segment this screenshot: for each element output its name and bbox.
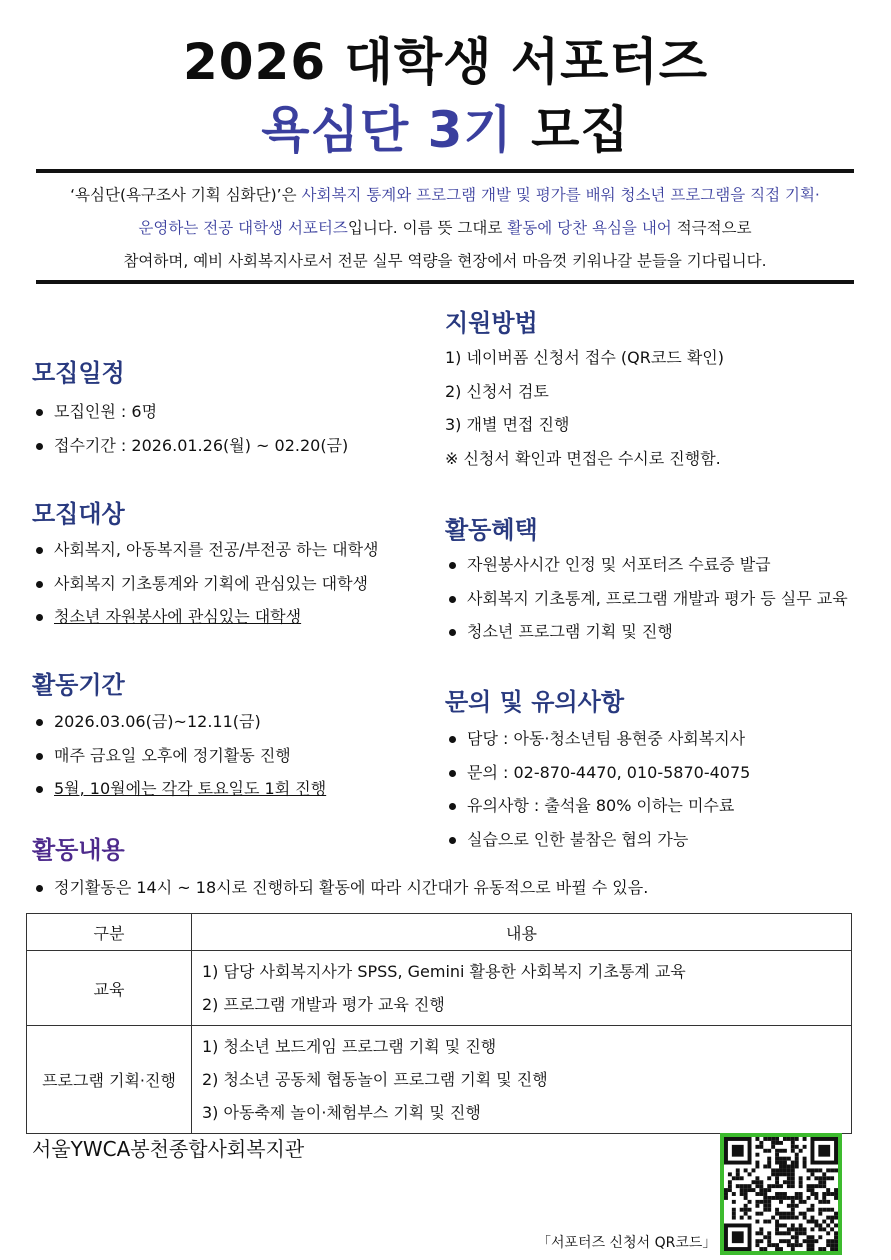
benefits-list [445,553,848,654]
intro-text [36,179,854,278]
section-title-period: 활동기간 [32,671,125,699]
intro-line-3: 참여하며, 예비 사회복지사로서 전문 실무 역량을 현장에서 마음껏 키워나갈 분들을 기다립니다. [123,252,767,270]
qr-code[interactable] [720,1133,842,1255]
page-subtitle [0,90,891,162]
table-cell-content: 1) 청소년 보드게임 프로그램 기획 및 진행 2) 청소년 공동체 협동놀이 프로그램 기획 및 진행 3) 아동축제 놀이·체험부스 기획 및 진행 [192,1026,852,1134]
list-item: 실습으로 인한 불참은 협의 가능 [445,828,750,862]
list-item: 정기활동은 14시 ~ 18시로 진행하되 활동에 따라 시간대가 유동적으로 바뀔 수 있음. [32,876,648,910]
contact-list [445,727,750,861]
intro-line-1: ‘욕심단(욕구조사 기획 심화단)’은 사회복지 통계와 프로그램 개발 및 평가를 배워 청소년 프로그램을 직접 기획· [70,186,820,204]
subtitle-rest: 모집 [512,101,630,159]
table-cell-category: 교육 [27,951,192,1026]
list-item: ※ 신청서 확인과 면접은 수시로 진행함. [445,448,721,468]
list-item: 청소년 프로그램 기획 및 진행 [445,620,848,654]
list-item: 담당 : 아동·청소년팀 용현중 사회복지사 [445,727,750,761]
table-header-category: 구분 [27,914,192,951]
list-item: 사회복지 기초통계와 기획에 관심있는 대학생 [32,572,379,606]
list-item: 매주 금요일 오후에 정기활동 진행 [32,744,326,778]
list-item: 청소년 자원봉사에 관심있는 대학생 [32,605,379,639]
list-item: 5월, 10월에는 각각 토요일도 1회 진행 [32,777,326,811]
table-row [27,1026,852,1134]
section-title-target: 모집대상 [32,500,125,528]
page-title: 2026 대학생 서포터즈 [182,33,709,91]
table-cell-content: 1) 담당 사회복지사가 SPSS, Gemini 활용한 사회복지 기초통계 교육 2) 프로그램 개발과 평가 교육 진행 [192,951,852,1026]
list-item: 1) 네이버폼 신청서 접수 (QR코드 확인) [445,348,724,367]
list-item: 2) 신청서 검토 [445,381,549,401]
list-item: 유의사항 : 출석율 80% 이하는 미수료 [445,794,750,828]
section-title-apply: 지원방법 [445,309,538,337]
target-list [32,538,379,639]
organization-name: 서울YWCA봉천종합사회복지관 [32,1137,305,1161]
period-list [32,710,326,811]
activity-table [26,913,852,1134]
content-note [32,876,648,910]
table-row [27,951,852,1026]
section-title-schedule: 모집일정 [32,359,125,387]
list-item: 3) 개별 면접 진행 [445,415,570,434]
list-item: 사회복지, 아동복지를 전공/부전공 하는 대학생 [32,538,379,572]
list-item: 접수기간 : 2026.01.26(월) ~ 02.20(금) [32,434,348,468]
table-cell-category: 프로그램 기획·진행 [27,1026,192,1134]
schedule-list [32,400,348,467]
list-item: 자원봉사시간 인정 및 서포터즈 수료증 발급 [445,553,848,587]
table-header-content: 내용 [192,914,852,951]
list-item: 문의 : 02-870-4470, 010-5870-4075 [445,761,750,795]
section-title-benefits: 활동혜택 [445,516,538,544]
bottom-divider [36,280,854,284]
list-item: 사회복지 기초통계, 프로그램 개발과 평가 등 실무 교육 [445,587,848,621]
section-title-contact: 문의 및 유의사항 [445,688,624,716]
list-item: 모집인원 : 6명 [32,400,348,434]
apply-list [445,346,724,480]
intro-line-2: 운영하는 전공 대학생 서포터즈입니다. 이름 뜻 그대로 활동에 당찬 욕심을 내어 적극적으로 [138,219,752,237]
qr-caption: 「서포터즈 신청서 QR코드」 [537,1235,717,1251]
subtitle-highlight: 욕심단 3기 [261,101,513,159]
section-title-content: 활동내용 [32,836,125,864]
qr-code-icon [724,1137,838,1251]
table-header-row [27,914,852,951]
top-divider [36,169,854,173]
list-item: 2026.03.06(금)~12.11(금) [32,710,326,744]
